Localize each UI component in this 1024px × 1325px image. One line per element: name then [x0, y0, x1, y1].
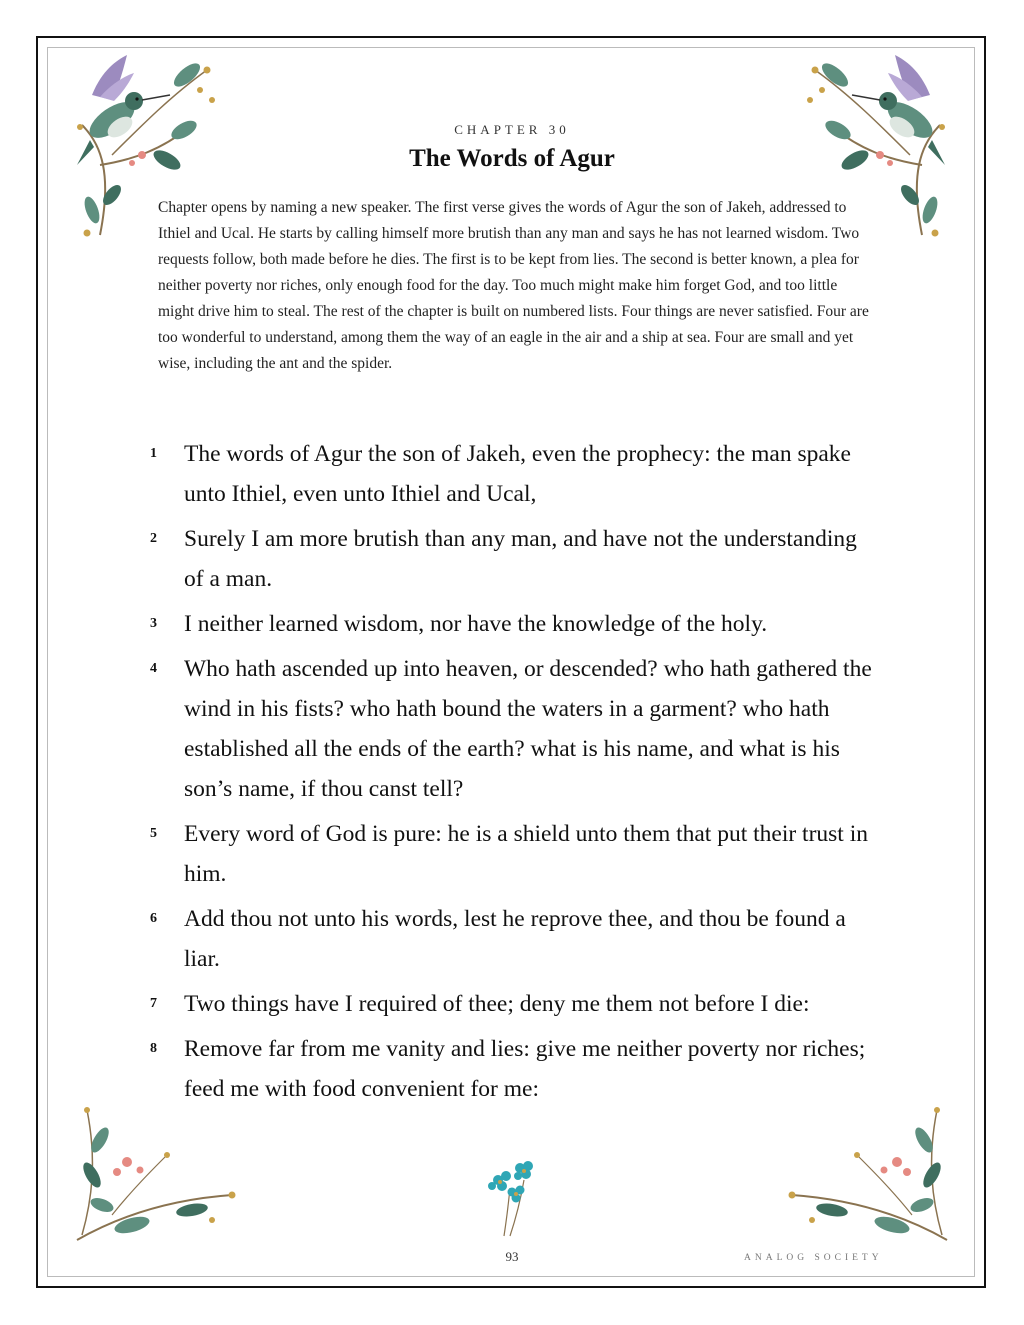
verse-item	[140, 899, 880, 979]
verse-text: The words of Agur the son of Jakeh, even the prophecy: the man spake unto Ithiel, even unto Ithiel and Ucal,	[184, 441, 851, 507]
chapter-summary: Chapter opens by naming a new speaker. The first verse gives the words of Agur the son of Jakeh, addressed to Ithiel and Ucal. He starts by calling himself more brutish than any man and says he has not learned wisdom. Two requests follow, both made before he dies. The first is to be kept from lies. The second is better known, a plea for neither poverty nor riches, only enough food for the day. Too much might make him forget God, and too little might drive him to steal. The rest of the chapter is built on numbered lists. Four things are never satisfied. Four are too wonderful to understand, among them the way of an eagle in the air and a ship at sea. Four are small and yet wise, including the ant and the spider.	[158, 199, 869, 372]
verse-number: 5	[150, 826, 157, 841]
verse-text: Surely I am more brutish than any man, and have not the understanding of a man.	[184, 526, 857, 592]
verse-text: Two things have I required of thee; deny me them not before I die:	[184, 991, 810, 1017]
floral-sprig-bottom-left-icon	[72, 1100, 242, 1245]
verse-list	[140, 434, 880, 1114]
verse-item	[140, 519, 880, 599]
verse-text: Every word of God is pure: he is a shield unto them that put their trust in him.	[184, 821, 868, 887]
verse-text: Remove far from me vanity and lies: give me neither poverty nor riches; feed me with food convenient for me:	[184, 1036, 866, 1102]
verse-text: Add thou not unto his words, lest he reprove thee, and thou be found a liar.	[184, 906, 846, 972]
blue-flower-bottom-center-icon	[480, 1158, 544, 1238]
verse-item	[140, 814, 880, 894]
chapter-title: The Words of Agur	[409, 145, 615, 172]
verse-text: Who hath ascended up into heaven, or descended? who hath gathered the wind in his fists? who hath bound the waters in a garment? who hath established all the ends of the earth? what is his name, and what is his son’s name, if thou canst tell?	[184, 656, 872, 802]
verse-number: 1	[150, 446, 157, 461]
verse-item	[140, 984, 880, 1024]
verse-number: 2	[150, 531, 157, 546]
verse-item	[140, 1029, 880, 1109]
chapter-label: CHAPTER 30	[454, 122, 570, 137]
verse-number: 4	[150, 661, 157, 676]
verse-number: 6	[150, 911, 157, 926]
verse-item	[140, 649, 880, 809]
floral-sprig-bottom-right-icon	[782, 1100, 952, 1245]
verse-text: I neither learned wisdom, nor have the knowledge of the holy.	[184, 611, 768, 637]
page-number: 93	[505, 1249, 519, 1264]
verse-number: 7	[150, 996, 157, 1011]
verse-item	[140, 434, 880, 514]
verse-number: 8	[150, 1041, 157, 1056]
verse-item	[140, 604, 880, 644]
footer-brand: ANALOG SOCIETY	[744, 1253, 883, 1263]
verse-number: 3	[150, 616, 157, 631]
